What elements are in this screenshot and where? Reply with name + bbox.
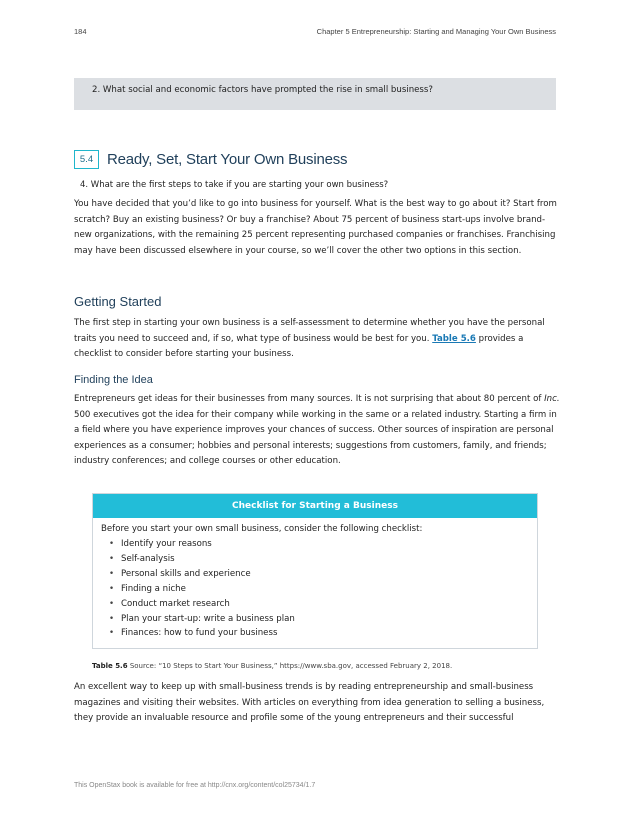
checklist-list [101,537,537,641]
bullet-icon: • [109,583,115,594]
finding-idea-text-2: 500 executives got the idea for their company while working in the same or a related industry. Starting a firm in a field where you have experience improves your chances of success. Other sources of inspiration are personal experiences as a consumer; hobbies and personal interests; suggestions from customers, family, and friends; industry conferences; and college courses or other education. [74,409,557,466]
page-number: 184 [74,27,87,36]
getting-started-paragraph [74,316,560,363]
checklist-table [92,493,538,649]
review-question-box [74,78,556,110]
bullet-icon: • [109,553,115,564]
finding-idea-paragraph [74,392,560,470]
bullet-icon: • [109,613,115,624]
getting-started-heading: Getting Started [74,294,162,309]
closing-paragraph: An excellent way to keep up with small-business trends is by reading entrepreneurship and small-business magazines and visiting their websites. With articles on everything from idea generation to selling a business, they provide an invaluable resource and profile some of the young entrepreneurs and their successful [74,682,545,723]
learning-objective: 4. What are the first steps to take if you are starting your own business? [80,180,389,190]
table-5-6-link[interactable]: Table 5.6 [432,333,476,344]
checklist-item: • Plan your start-up: write a business plan [109,612,537,627]
checklist-item: • Finances: how to fund your business [109,626,537,641]
intro-paragraph: You have decided that you’d like to go into business for yourself. What is the best way to go about it? Start from scratch? Buy an existing business? Or buy a franchise? About 75 percent of business start-ups involve brand-new organizations, with the remaining 25 percent representing purchased companies or franchises. Franchising may have been discussed elsewhere in your course, so we’ll cover the other two options in this section. [74,199,557,256]
finding-idea-heading: Finding the Idea [74,374,153,386]
table-caption [92,662,452,670]
checklist-item: • Finding a niche [109,582,537,597]
inc-italic: Inc. [544,394,560,404]
bullet-icon: • [109,568,115,579]
bullet-icon: • [109,628,115,639]
bullet-icon: • [109,598,115,609]
table-caption-label: Table 5.6 [92,662,128,670]
review-question: 2. What social and economic factors have prompted the rise in small business? [92,85,433,95]
checklist-item: • Identify your reasons [109,537,537,552]
checklist-intro: Before you start your own small business, consider the following checklist: [101,524,423,534]
checklist-item: • Conduct market research [109,597,537,612]
bullet-icon: • [109,539,115,549]
page-footer: This OpenStax book is available for free at http://cnx.org/content/col25734/1.7 [74,782,316,789]
checklist-table-body [93,518,537,641]
finding-idea-text-1: Entrepreneurs get ideas for their businesses from many sources. It is not surprising that about 80 percent of [74,394,545,404]
section-title: Ready, Set, Start Your Own Business [107,151,348,168]
checklist-item: • Self-analysis [109,552,537,567]
section-heading [74,150,347,169]
table-caption-source: Source: “10 Steps to Start Your Business,” https://www.sba.gov, accessed February 2, 2018. [127,662,453,670]
checklist-table-title: Checklist for Starting a Business [93,494,537,518]
section-number: 5.4 [74,150,99,169]
getting-started-text-1: The first step in starting your own business is a self-assessment to determine whether you have the personal traits you need to succeed and, if so, what type of business would be best for you. [74,318,545,344]
getting-started-text-2: provides a checklist to consider before starting your business. [74,333,524,359]
chapter-title: Chapter 5 Entrepreneurship: Starting and Managing Your Own Business [316,27,556,36]
checklist-item: • Personal skills and experience [109,567,537,582]
